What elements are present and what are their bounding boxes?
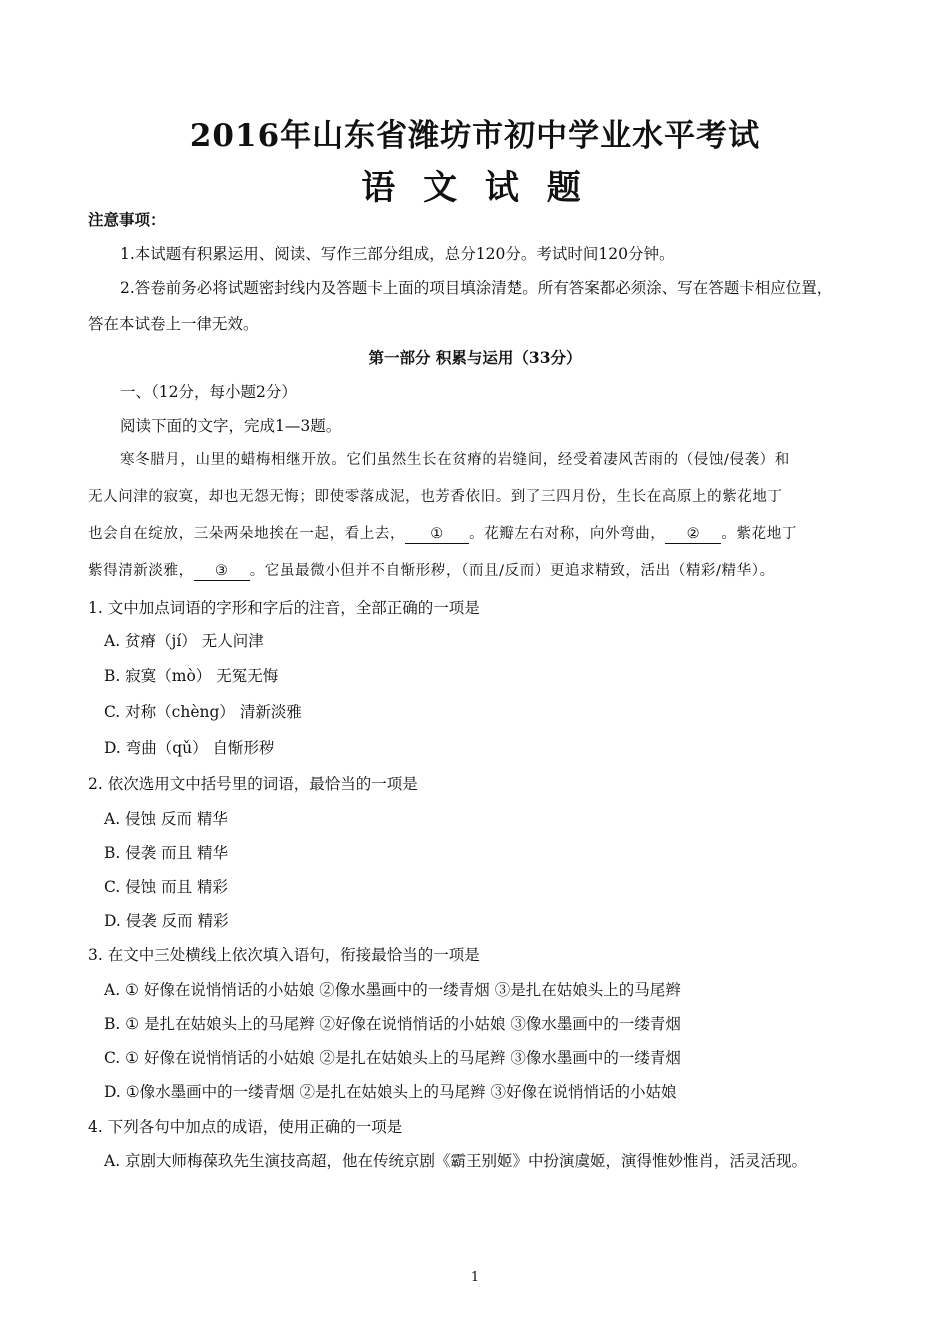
question-2-stem: 2. 依次选用文中括号里的词语，最恰当的一项是 xyxy=(88,775,418,793)
question-2-option-c: C. 侵蚀 而且 精彩 xyxy=(104,878,229,896)
exam-subtitle: 语 文 试 题 xyxy=(361,168,589,208)
passage-line-1: 寒冬腊月，山里的蜡梅相继开放。它们虽然生长在贫瘠的岩缝间，经受着凄风苦雨的（侵蚀/侵袭）和 xyxy=(120,452,790,468)
section-label: 一、（12分，每小题2分） xyxy=(120,383,297,401)
question-3-option-a: A. ① 好像在说悄悄话的小姑娘 ②像水墨画中的一缕青烟 ③是扎在姑娘头上的马尾辫 xyxy=(104,981,681,999)
notice-item-2-line-2: 答在本试卷上一律无效。 xyxy=(88,315,259,333)
question-1-option-b: B. 寂寞（mò） 无冤无悔 xyxy=(104,667,279,685)
passage-text: 也会自在绽放，三朵两朵地挨在一起，看上去， xyxy=(88,526,406,542)
question-2-option-a: A. 侵蚀 反而 精华 xyxy=(104,810,228,828)
question-4-option-a: A. 京剧大师梅葆玖先生演技高超，他在传统京剧《霸王别姬》中扮演虞姬，演得惟妙惟肖，活灵活现。 xyxy=(104,1152,808,1170)
notice-item-1: 1.本试题有积累运用、阅读、写作三部分组成，总分120分。考试时间120分钟。 xyxy=(120,245,675,263)
blank-2: ② xyxy=(665,527,721,544)
passage-text: 。它虽最微小但并不自惭形秽，（而且/反而）更追求精致，活出（精彩/精华）。 xyxy=(249,563,775,579)
passage-line-3 xyxy=(88,522,864,544)
passage-line-4 xyxy=(88,559,864,581)
blank-3: ③ xyxy=(194,564,250,581)
question-2-option-b: B. 侵袭 而且 精华 xyxy=(104,844,229,862)
question-3-option-c: C. ① 好像在说悄悄话的小姑娘 ②是扎在姑娘头上的马尾辫 ③像水墨画中的一缕青烟 xyxy=(104,1049,681,1067)
passage-text: 紫得清新淡雅， xyxy=(88,563,194,579)
reading-instruction: 阅读下面的文字，完成1—3题。 xyxy=(120,417,342,435)
passage-line-2: 无人问津的寂寞，却也无怨无悔；即使零落成泥，也芳香依旧。到了三四月份，生长在高原上的紫花地丁 xyxy=(88,489,783,505)
part1-heading: 第一部分 积累与运用（33分） xyxy=(368,348,582,367)
question-1-stem: 1. 文中加点词语的字形和字后的注音，全部正确的一项是 xyxy=(88,599,480,617)
passage-text: 。紫花地丁 xyxy=(721,526,797,542)
question-4-stem: 4. 下列各句中加点的成语，使用正确的一项是 xyxy=(88,1118,403,1136)
notice-heading: 注意事项： xyxy=(88,210,166,229)
page-number: 1 xyxy=(470,1270,480,1285)
question-3-option-d: D. ①像水墨画中的一缕青烟 ②是扎在姑娘头上的马尾辫 ③好像在说悄悄话的小姑娘 xyxy=(104,1083,677,1101)
question-1-option-c: C. 对称（chèng） 清新淡雅 xyxy=(104,703,302,721)
blank-1: ① xyxy=(405,527,469,544)
question-1-option-d: D. 弯曲（qǔ） 自惭形秽 xyxy=(104,739,275,757)
question-2-option-d: D. 侵袭 反而 精彩 xyxy=(104,912,229,930)
question-1-option-a: A. 贫瘠（jí） 无人问津 xyxy=(104,632,264,650)
passage-text: 。花瓣左右对称，向外弯曲， xyxy=(469,526,666,542)
exam-title: 2016年山东省潍坊市初中学业水平考试 xyxy=(189,118,761,154)
question-3-option-b: B. ① 是扎在姑娘头上的马尾辫 ②好像在说悄悄话的小姑娘 ③像水墨画中的一缕青烟 xyxy=(104,1015,681,1033)
question-3-stem: 3. 在文中三处横线上依次填入语句，衔接最恰当的一项是 xyxy=(88,946,480,964)
notice-item-2-line-1: 2.答卷前务必将试题密封线内及答题卡上面的项目填涂清楚。所有答案都必须涂、写在答题卡相应位置， xyxy=(120,279,833,297)
